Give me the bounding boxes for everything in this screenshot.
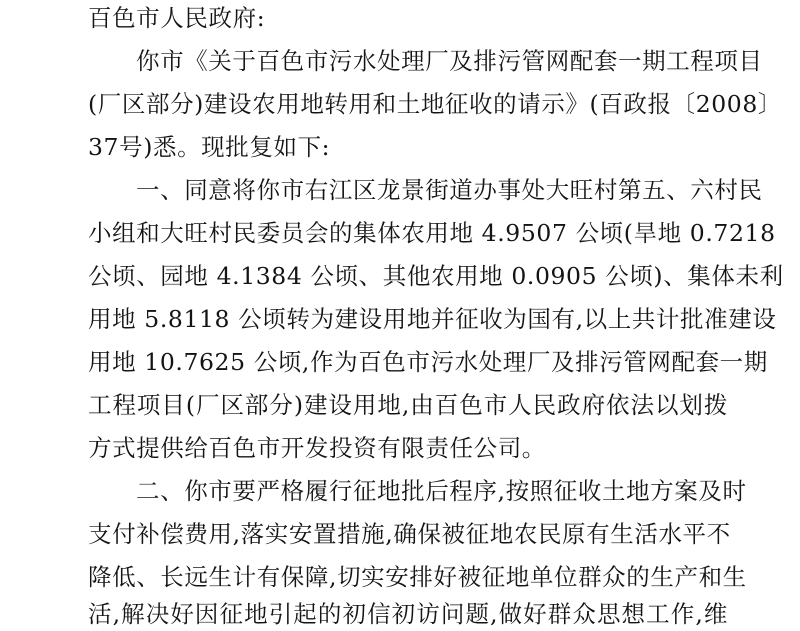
text-line: 二、你市要严格履行征地批后程序,按照征收土地方案及时 <box>136 477 747 505</box>
text-line: 工程项目(厂区部分)建设用地,由百色市人民政府依法以划拨 <box>88 391 728 419</box>
text-line: 公顷、园地 4.1384 公顷、其他农用地 0.0905 公顷)、集体未利 <box>88 262 784 290</box>
text-line: 活,解决好因征地引起的初信初访问题,做好群众思想工作,维 <box>88 600 728 628</box>
salutation: 百色市人民政府: <box>88 4 266 32</box>
text-line: 方式提供给百色市开发投资有限责任公司。 <box>88 434 546 462</box>
text-line: 用地 5.8118 公顷转为建设用地并征收为国有,以上共计批准建设 <box>88 305 777 333</box>
text-line: 37号)悉。现批复如下: <box>88 133 331 161</box>
text-line: 你市《关于百色市污水处理厂及排污管网配套一期工程项目 <box>136 47 763 75</box>
text-line: 一、同意将你市右江区龙景街道办事处大旺村第五、六村民 <box>136 176 763 204</box>
text-line: (厂区部分)建设农用地转用和土地征收的请示》(百政报〔2008〕 <box>88 90 783 118</box>
text-line: 用地 10.7625 公顷,作为百色市污水处理厂及排污管网配套一期 <box>88 348 768 376</box>
text-line: 支付补偿费用,落实安置措施,确保被征地农民原有生活水平不 <box>88 520 731 548</box>
text-line: 小组和大旺村民委员会的集体农用地 4.9507 公顷(旱地 0.7218 <box>88 219 776 247</box>
text-line: 降低、长远生计有保障,切实安排好被征地单位群众的生产和生 <box>88 563 747 591</box>
